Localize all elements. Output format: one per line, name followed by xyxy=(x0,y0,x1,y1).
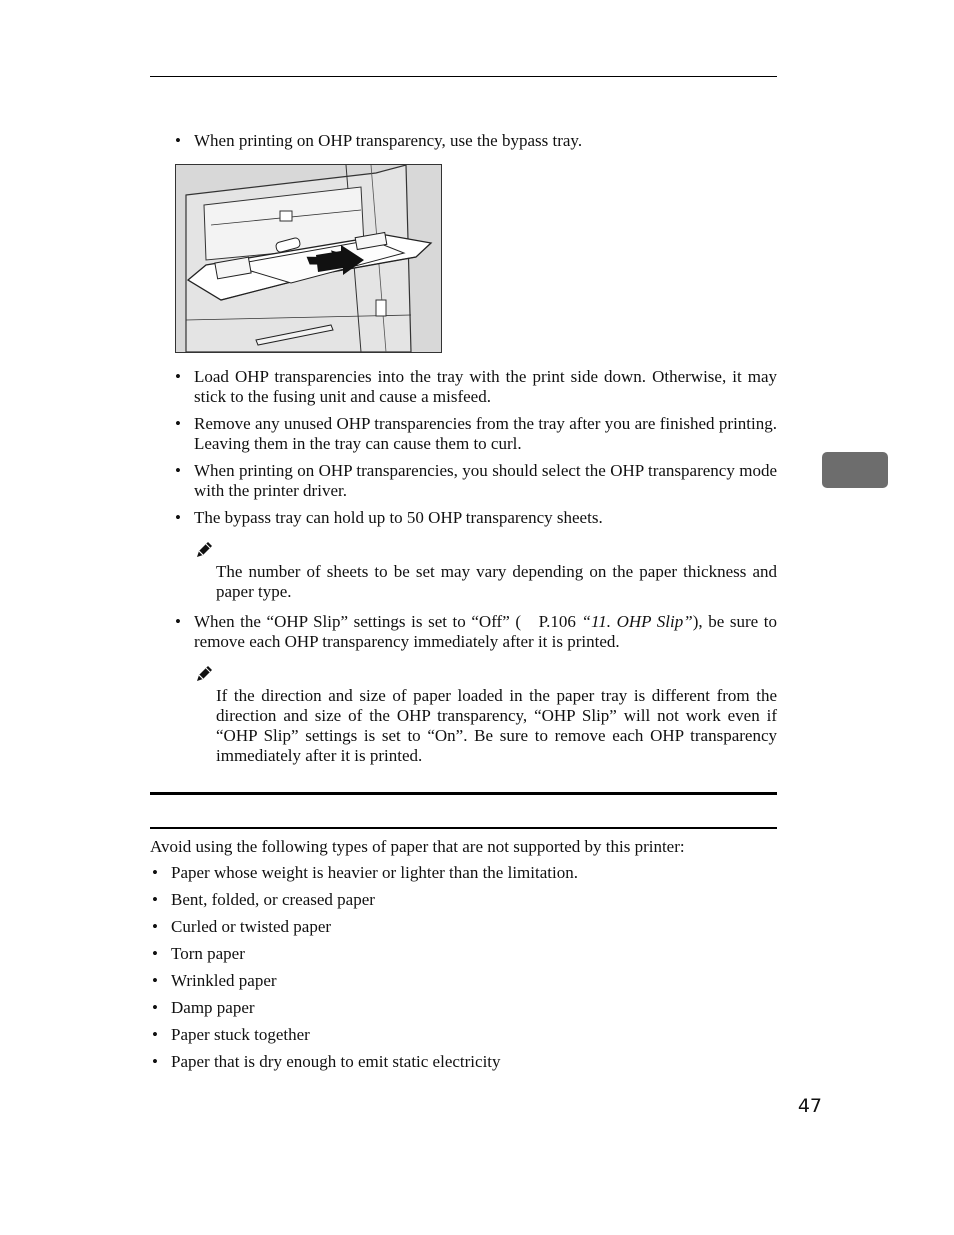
list-item xyxy=(173,612,777,652)
pencil-icon xyxy=(194,664,214,684)
avoid-intro: Avoid using the following types of paper that are not supported by this printer: xyxy=(150,837,685,856)
list-item: • Wrinkled paper xyxy=(150,971,777,991)
pencil-icon xyxy=(194,540,214,560)
list-item: • Curled or twisted paper xyxy=(150,917,777,937)
list-item: • Bent, folded, or creased paper xyxy=(150,890,777,910)
bypass-tray-illustration xyxy=(175,164,442,353)
top-bullet-list xyxy=(173,131,777,158)
list-item: • Paper stuck together xyxy=(150,1025,777,1045)
ohp-slip-text-after: ), be sure to remove each OHP transparency immediately after it is printed. xyxy=(194,612,777,651)
list-item: • Paper that is dry enough to emit static electricity xyxy=(150,1052,777,1072)
list-item: • Torn paper xyxy=(150,944,777,964)
section-rule-thin xyxy=(150,827,777,829)
list-item: • When printing on OHP transparencies, you should select the OHP transparency mode with the printer driver. xyxy=(173,461,777,501)
page-number: 47 xyxy=(797,1095,822,1117)
note-text: The number of sheets to be set may vary depending on the paper thickness and paper type. xyxy=(216,562,777,601)
note-text: If the direction and size of paper loaded in the paper tray is different from the direction and size of the OHP transparency, “OHP Slip” will not work even if “OHP Slip” settings is set to “On”. Be sure to remove each OHP transparency immediately after it is printed. xyxy=(216,686,777,765)
ohp-slip-text-before: When the “OHP Slip” settings is set to “Off” ( xyxy=(194,612,522,631)
list-item: • The bypass tray can hold up to 50 OHP transparency sheets. xyxy=(173,508,777,528)
avoid-paper-list xyxy=(150,863,777,1079)
chapter-tab-marker xyxy=(822,452,888,488)
list-item: • Damp paper xyxy=(150,998,777,1018)
ohp-bullet-list xyxy=(173,367,777,535)
note-block-1 xyxy=(194,540,777,602)
ohp-slip-bullet-list xyxy=(173,612,777,659)
header-rule xyxy=(150,76,777,77)
section-rule-thick xyxy=(150,792,777,795)
section-reference-title[interactable]: “11. OHP Slip” xyxy=(581,612,693,631)
page-reference[interactable]: P.106 xyxy=(538,612,576,631)
list-item: • Paper whose weight is heavier or lighter than the limitation. xyxy=(150,863,777,883)
list-item: • When printing on OHP transparency, use the bypass tray. xyxy=(173,131,777,151)
note-block-2 xyxy=(194,664,777,766)
printer-bypass-tray-image xyxy=(176,165,441,352)
list-item: • Remove any unused OHP transparencies from the tray after you are finished printing. Leaving them in the tray can cause them to curl. xyxy=(173,414,777,454)
list-item: • Load OHP transparencies into the tray with the print side down. Otherwise, it may stick to the fusing unit and cause a misfeed. xyxy=(173,367,777,407)
